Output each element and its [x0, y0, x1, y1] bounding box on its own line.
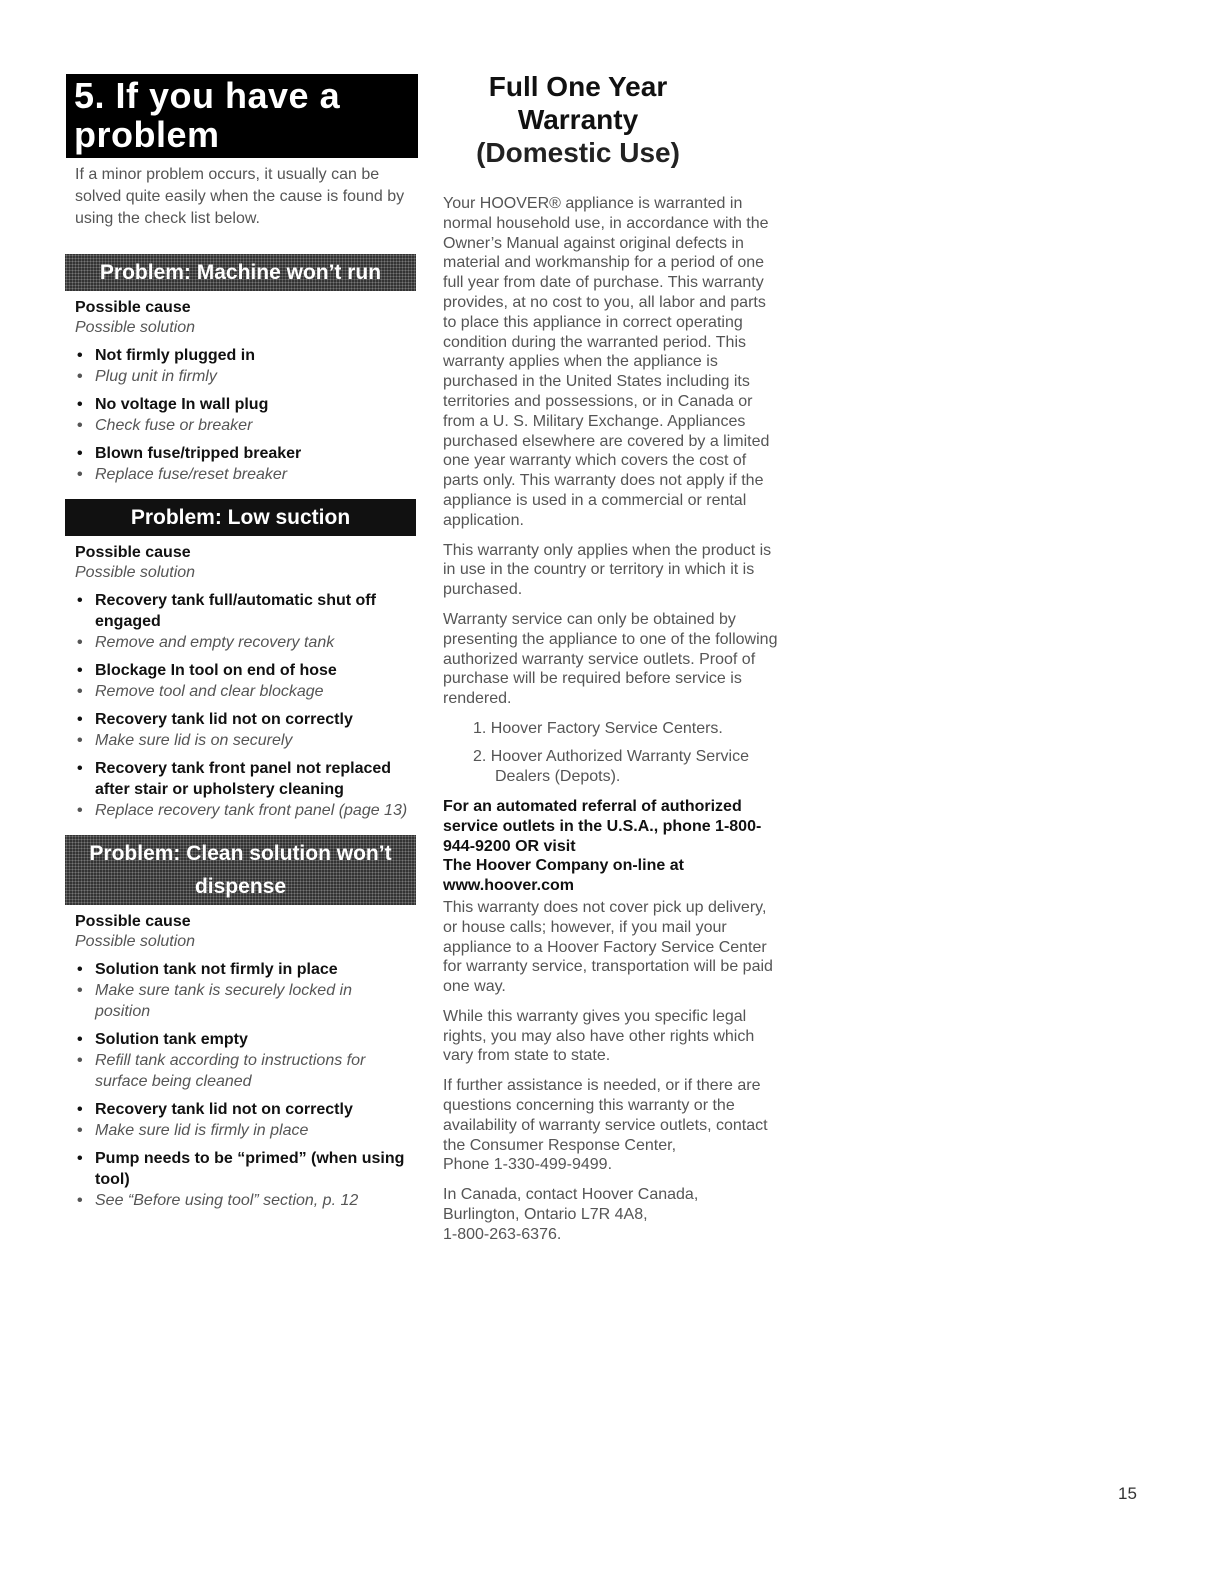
- canada-phone: 1-800-263-6376.: [443, 1225, 562, 1243]
- problem-title: Problem: Machine won’t run: [65, 254, 416, 291]
- item-cause: • Not firmly plugged in: [75, 345, 410, 366]
- possible-cause-label: Possible cause: [75, 299, 191, 316]
- item-solution: • See “Before using tool” section, p. 12: [75, 1190, 410, 1211]
- list-item: [75, 709, 410, 751]
- list-item: [75, 443, 410, 485]
- item-cause: • Blown fuse/tripped breaker: [75, 443, 410, 464]
- warranty-title-line2: Warranty: [517, 104, 639, 135]
- possible-solution-label: Possible solution: [75, 319, 196, 336]
- problem-title: Problem: Clean solution won’t dispense: [65, 835, 416, 905]
- item-solution: • Make sure tank is securely locked in position: [75, 980, 410, 1022]
- problem-section-clean-solution-wont-dispense: [75, 835, 410, 1211]
- contact-text: If further assistance is needed, or if there are questions concerning this warranty or the availability of warranty service outlets, contact the Consumer Response Center,: [443, 1077, 768, 1154]
- item-solution: • Make sure lid is firmly in place: [75, 1120, 410, 1141]
- page-number: 15: [1118, 1484, 1137, 1503]
- possible-cause-label: Possible cause: [75, 544, 191, 561]
- section-heading: 5. If you have a problem: [66, 74, 418, 158]
- item-cause: • No voltage In wall plug: [75, 394, 410, 415]
- contact-paragraph: [443, 1076, 778, 1175]
- warranty-subtitle: (Domestic Use): [476, 137, 680, 168]
- problem-section-low-suction: [75, 499, 410, 821]
- list-item: [75, 758, 410, 821]
- item-solution: • Make sure lid is on securely: [75, 730, 410, 751]
- item-solution: • Remove and empty recovery tank: [75, 632, 410, 653]
- item-solution: • Remove tool and clear blockage: [75, 681, 410, 702]
- item-cause: • Pump needs to be “primed” (when using tool): [75, 1148, 410, 1190]
- warranty-column: [443, 70, 778, 1255]
- list-item: [75, 1099, 410, 1141]
- service-outlet-list: [443, 719, 778, 787]
- list-item: [75, 590, 410, 653]
- intro-text: If a minor problem occurs, it usually can be solved quite easily when the cause is found by using the check list below.: [75, 166, 405, 227]
- hoover-online-line: The Hoover Company on-line at www.hoover.com: [443, 857, 684, 895]
- list-item: [75, 1148, 410, 1211]
- referral-line: For an automated referral of authorized service outlets in the U.S.A., phone 1-800-944-9200 OR visit: [443, 797, 762, 855]
- item-cause: • Recovery tank lid not on correctly: [75, 1099, 410, 1120]
- item-cause: • Solution tank not firmly in place: [75, 959, 410, 980]
- list-item: [75, 394, 410, 436]
- troubleshooting-column: [75, 74, 410, 1211]
- item-solution: • Replace fuse/reset breaker: [75, 464, 410, 485]
- list-item: [75, 1029, 410, 1092]
- problem-title: Problem: Low suction: [65, 499, 416, 536]
- possible-solution-label: Possible solution: [75, 564, 196, 581]
- item-solution: • Plug unit in firmly: [75, 366, 410, 387]
- list-item: [75, 959, 410, 1022]
- canada-contact: [443, 1185, 778, 1244]
- problem-section-machine-wont-run: [75, 254, 410, 485]
- item-cause: • Blockage In tool on end of hose: [75, 660, 410, 681]
- item-solution: • Refill tank according to instructions for surface being cleaned: [75, 1050, 410, 1092]
- item-solution: • Replace recovery tank front panel (page 13): [75, 800, 410, 821]
- warranty-title-line1: Full One Year: [488, 71, 668, 102]
- consumer-phone: Phone 1-330-499-9499.: [443, 1156, 613, 1174]
- warranty-paragraph: This warranty does not cover pick up delivery, or house calls; however, if you mail your appliance to a Hoover Factory Service Center for warranty service, transportation will be paid one way.: [443, 898, 773, 996]
- list-item: [75, 345, 410, 387]
- list-item: [75, 660, 410, 702]
- possible-cause-label: Possible cause: [75, 913, 191, 930]
- item-cause: • Recovery tank full/automatic shut off engaged: [75, 590, 410, 632]
- warranty-paragraph: This warranty only applies when the product is in use in the country or territory in which it is purchased.: [443, 541, 772, 599]
- warranty-paragraph: Warranty service can only be obtained by presenting the appliance to one of the following authorized warranty service outlets. Proof of purchase will be required before service is rendered.: [443, 610, 778, 708]
- item-solution: • Check fuse or breaker: [75, 415, 410, 436]
- list-item: 2. Hoover Authorized Warranty Service Dealers (Depots).: [473, 747, 749, 785]
- referral-text: [443, 797, 778, 896]
- list-item: 1. Hoover Factory Service Centers.: [473, 719, 723, 737]
- warranty-paragraph: While this warranty gives you specific legal rights, you may also have other rights which vary from state to state.: [443, 1007, 755, 1065]
- item-cause: • Recovery tank front panel not replaced after stair or upholstery cleaning: [75, 758, 410, 800]
- possible-solution-label: Possible solution: [75, 933, 196, 950]
- item-cause: • Recovery tank lid not on correctly: [75, 709, 410, 730]
- canada-line: In Canada, contact Hoover Canada,: [443, 1186, 699, 1204]
- warranty-paragraph: Your HOOVER® appliance is warranted in normal household use, in accordance with the Owner’s Manual against original defects in material and workmanship for a period of one full year from date of purchase. This warranty provides, at no cost to you, all labor and parts to place this appliance in correct operating condition during the warranted period. This warranty applies when the appliance is purchased in the United States including its territories and possessions, or in Canada or from a U. S. Military Exchange. Appliances purchased elsewhere are covered by a limited one year warranty which covers the cost of parts only. This warranty does not apply if the appliance is used in a commercial or rental application.: [443, 195, 770, 529]
- canada-address: Burlington, Ontario L7R 4A8,: [443, 1206, 648, 1224]
- item-cause: • Solution tank empty: [75, 1029, 410, 1050]
